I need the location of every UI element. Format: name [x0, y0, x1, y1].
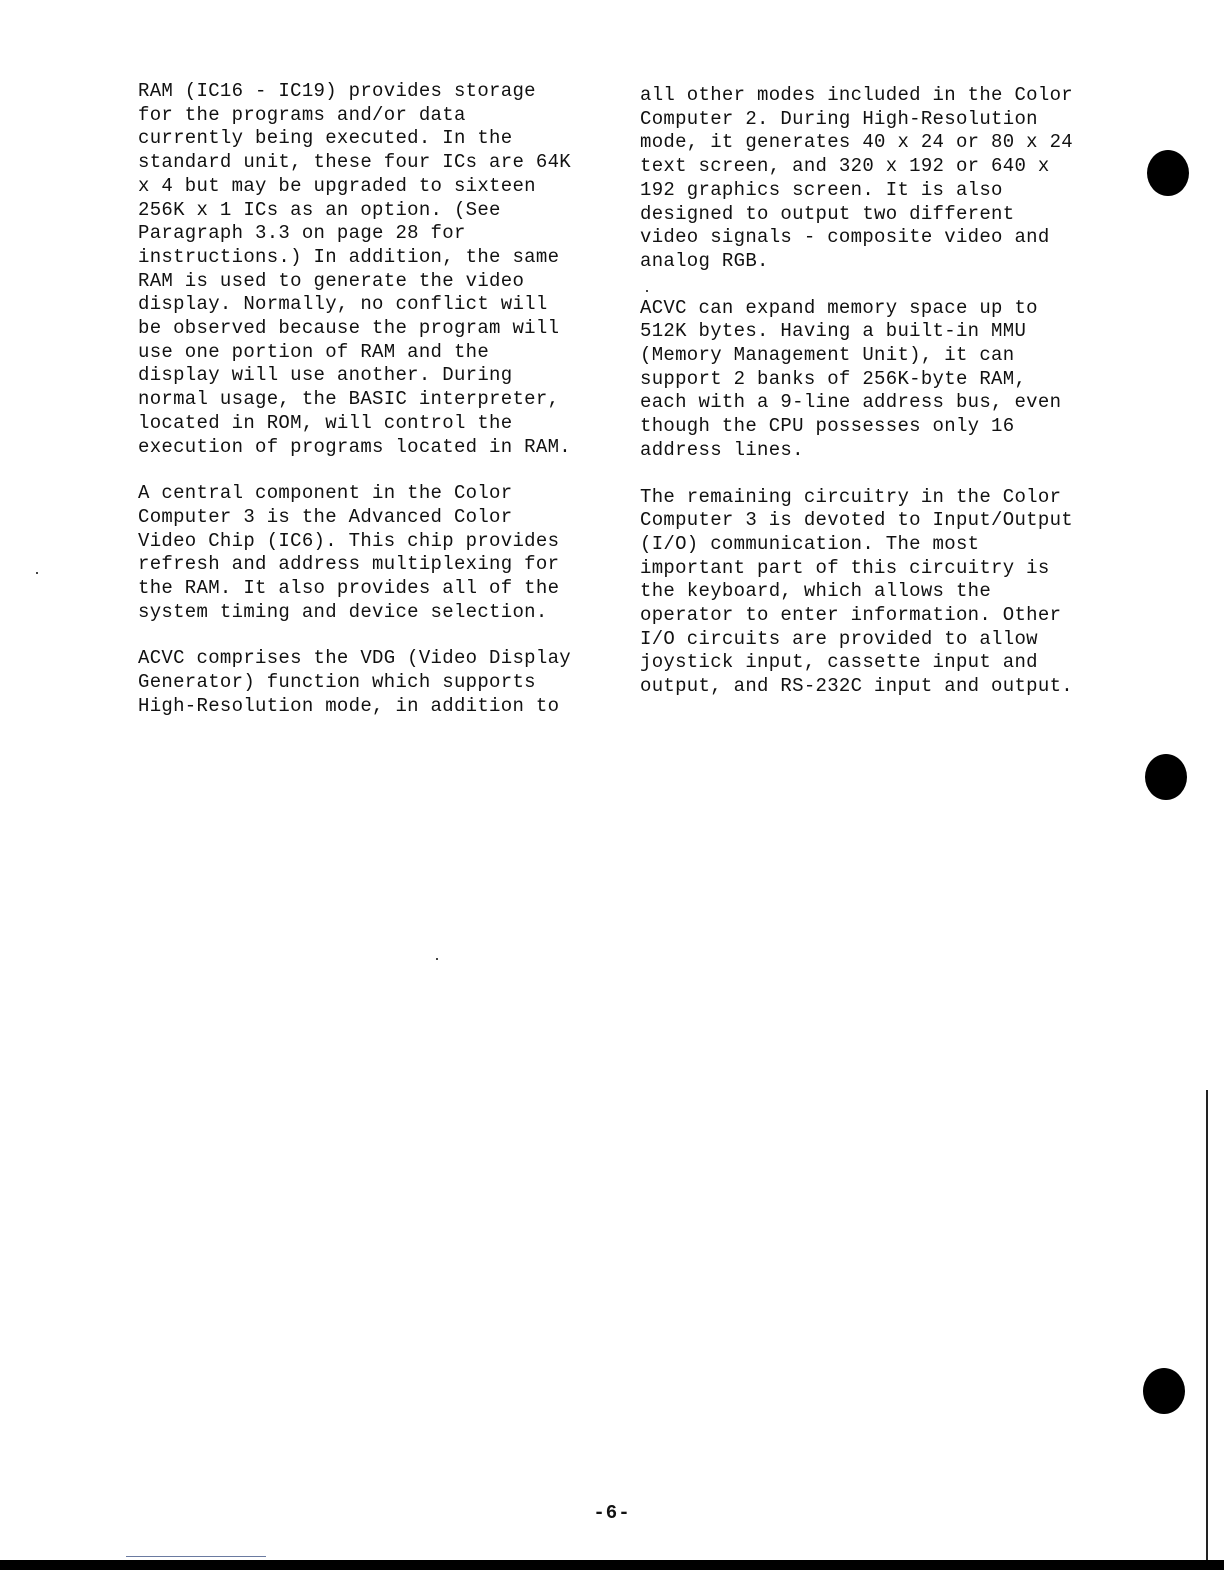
text-line: video signals - composite video and	[640, 226, 1050, 249]
text-line: ACVC comprises the VDG (Video Display	[138, 647, 571, 670]
text-line: High-Resolution mode, in addition to	[138, 694, 560, 717]
text-line: joystick input, cassette input and	[640, 651, 1038, 674]
text-line: display will use another. During	[138, 364, 513, 387]
page-number: -6-	[593, 1502, 631, 1524]
scan-artifact-line	[126, 1556, 266, 1557]
text-line: I/O circuits are provided to allow	[640, 627, 1038, 650]
text-line: each with a 9-line address bus, even	[640, 391, 1062, 414]
text-line: Generator) function which supports	[138, 671, 536, 694]
text-line: use one portion of RAM and the	[138, 340, 490, 363]
paragraph-io-circuitry	[640, 486, 1100, 699]
text-line: though the CPU possesses only 16	[640, 415, 1015, 438]
text-line: located in ROM, will control the	[138, 411, 513, 434]
right-text-column	[640, 84, 1100, 722]
scan-speck	[36, 572, 38, 574]
text-line: the RAM. It also provides all of the	[138, 577, 560, 600]
text-line: output, and RS-232C input and output.	[640, 675, 1073, 698]
text-line: ACVC can expand memory space up to	[640, 296, 1038, 319]
paragraph-memory-expansion	[640, 297, 1100, 463]
text-line: standard unit, these four ICs are 64K	[138, 151, 571, 174]
text-line: for the programs and/or data	[138, 103, 466, 126]
text-line: designed to output two different	[640, 202, 1015, 225]
scan-speck	[436, 958, 438, 960]
text-line: operator to enter information. Other	[640, 604, 1062, 627]
text-line: mode, it generates 40 x 24 or 80 x 24	[640, 131, 1073, 154]
text-line: execution of programs located in RAM.	[138, 435, 571, 458]
text-line: display. Normally, no conflict will	[138, 293, 548, 316]
scan-speck	[646, 290, 648, 292]
text-line: all other modes included in the Color	[640, 84, 1073, 106]
left-text-column	[138, 80, 598, 742]
text-line: (I/O) communication. The most	[640, 532, 980, 555]
paragraph-ram-description	[138, 80, 598, 459]
text-line: system timing and device selection.	[138, 600, 548, 623]
punch-hole-top	[1147, 150, 1189, 196]
paragraph-video-modes	[640, 84, 1100, 274]
paragraph-acvc-vdg	[138, 647, 598, 718]
text-line: The remaining circuitry in the Color	[640, 485, 1062, 508]
text-line: normal usage, the BASIC interpreter,	[138, 388, 560, 411]
text-line: A central component in the Color	[138, 482, 513, 505]
text-line: currently being executed. In the	[138, 127, 513, 150]
text-line: Video Chip (IC6). This chip provides	[138, 529, 560, 552]
text-line: instructions.) In addition, the same	[138, 245, 560, 268]
text-line: be observed because the program will	[138, 317, 560, 340]
text-line: Computer 3 is devoted to Input/Output	[640, 509, 1073, 532]
text-line: x 4 but may be upgraded to sixteen	[138, 174, 536, 197]
scan-bottom-edge	[0, 1560, 1224, 1570]
text-line: Computer 3 is the Advanced Color	[138, 505, 513, 528]
text-line: the keyboard, which allows the	[640, 580, 992, 603]
paragraph-acvc-component	[138, 482, 598, 624]
text-line: address lines.	[640, 438, 804, 461]
text-line: Paragraph 3.3 on page 28 for	[138, 222, 466, 245]
text-line: RAM is used to generate the video	[138, 269, 525, 292]
text-line: 192 graphics screen. It is also	[640, 178, 1003, 201]
text-line: 512K bytes. Having a built-in MMU	[640, 320, 1027, 343]
text-line: analog RGB.	[640, 249, 769, 272]
text-line: Computer 2. During High-Resolution	[640, 107, 1038, 130]
scan-right-edge	[1206, 1090, 1208, 1560]
text-line: text screen, and 320 x 192 or 640 x	[640, 155, 1050, 178]
text-line: refresh and address multiplexing for	[138, 553, 560, 576]
text-line: support 2 banks of 256K-byte RAM,	[640, 367, 1027, 390]
punch-hole-middle	[1145, 754, 1187, 800]
text-line: important part of this circuitry is	[640, 556, 1050, 579]
punch-hole-bottom	[1143, 1368, 1185, 1414]
text-line: RAM (IC16 - IC19) provides storage	[138, 80, 536, 102]
text-line: (Memory Management Unit), it can	[640, 344, 1015, 367]
text-line: 256K x 1 ICs as an option. (See	[138, 198, 501, 221]
